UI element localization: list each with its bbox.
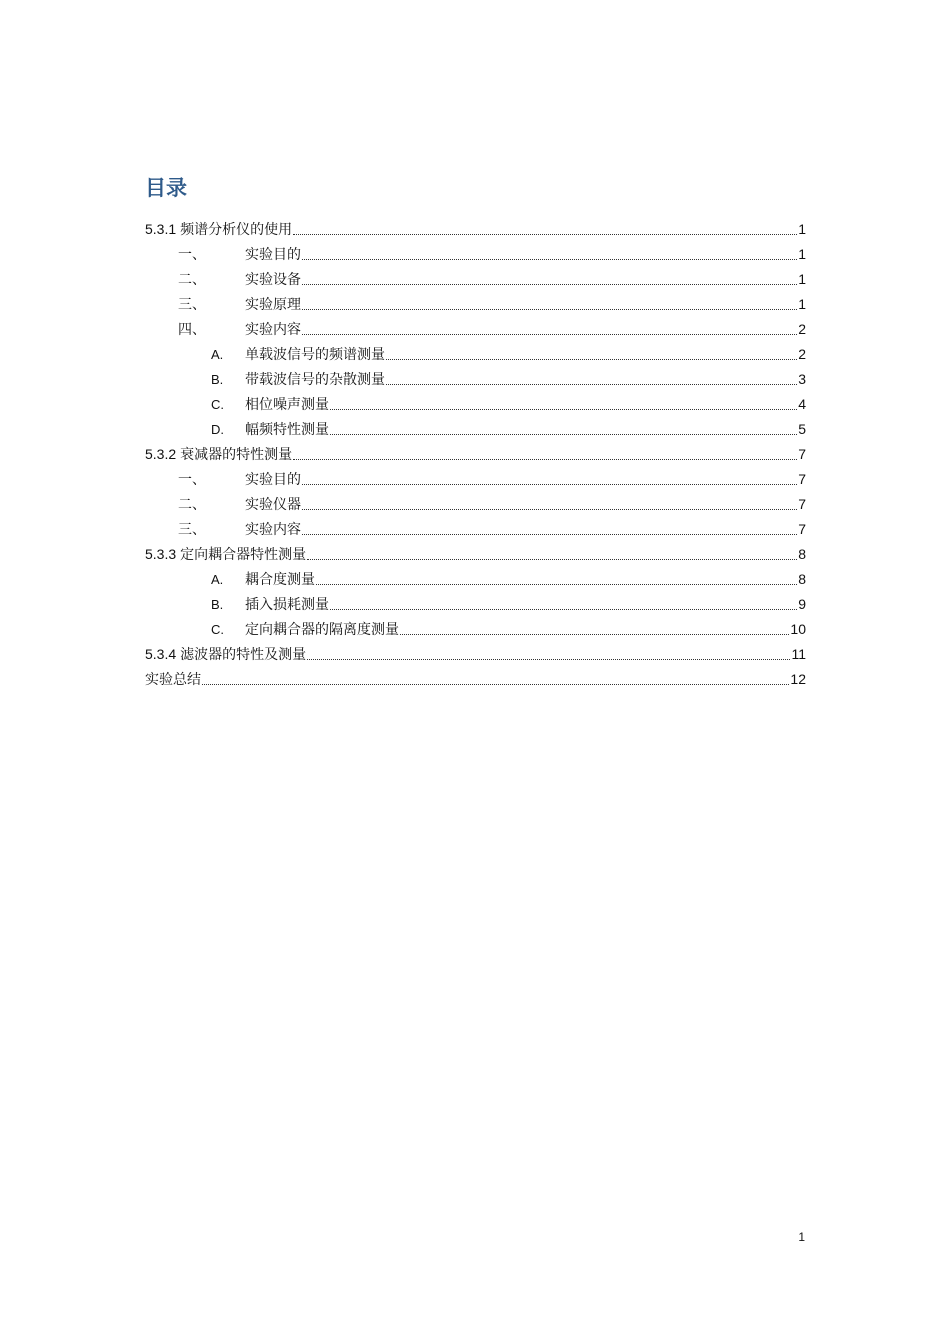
toc-dot-leader [307,659,790,660]
toc-entry[interactable] [145,217,806,242]
toc-dot-leader [400,634,789,635]
page-number: 1 [798,1230,805,1244]
toc-entry-page: 2 [798,321,806,337]
toc-entry-text: 滤波器的特性及测量 [180,647,307,663]
toc-dot-leader [330,409,797,410]
toc-entry-page: 1 [798,246,806,262]
toc-entry-page: 3 [798,371,806,387]
toc-entry-page: 7 [798,446,806,462]
toc-entry-text: 带载波信号的杂散测量 [245,372,385,388]
toc-dot-leader [202,684,789,685]
toc-dot-leader [302,284,797,285]
toc-entry-number: C. [211,622,224,637]
toc-entry-text: 实验目的 [245,472,301,488]
toc-entry[interactable] [145,667,806,692]
toc-entry-page: 7 [798,521,806,537]
toc-entry[interactable] [145,392,806,417]
toc-dot-leader [302,509,797,510]
toc-entry-page: 8 [798,546,806,562]
toc-entry-page: 5 [798,421,806,437]
toc-entry-number: 三、 [178,521,206,537]
toc-entry-number: 5.3.2 [145,446,177,462]
toc-dot-leader [302,309,797,310]
toc-dot-leader [302,334,797,335]
toc-entry-number: 5.3.1 [145,221,177,237]
toc-entry[interactable] [145,417,806,442]
toc-entry-number: C. [211,397,224,412]
toc-entry[interactable] [145,517,806,542]
toc-entry-page: 12 [790,671,806,687]
toc-dot-leader [330,609,797,610]
toc-entry-text: 实验仪器 [245,497,301,513]
toc-entry-text: 定向耦合器的隔离度测量 [245,622,399,638]
toc-entry[interactable] [145,642,806,667]
toc-entry-number: 一、 [178,246,206,262]
toc-entry-page: 4 [798,396,806,412]
toc-entry-page: 7 [798,471,806,487]
toc-dot-leader [302,484,797,485]
toc-entry-number: D. [211,422,224,437]
toc-entry-text: 耦合度测量 [245,572,315,588]
toc-entry-text: 实验内容 [245,522,301,538]
toc-entry[interactable] [145,267,806,292]
toc-entry-number: A. [211,572,224,587]
toc-entry-page: 7 [798,496,806,512]
toc-entry-page: 10 [790,621,806,637]
toc-dot-leader [293,459,797,460]
toc-entry[interactable] [145,442,806,467]
toc-entry-text: 实验总结 [145,672,201,688]
toc-entry-page: 1 [798,271,806,287]
toc-entry-text: 衰减器的特性测量 [180,447,293,463]
toc-dot-leader [316,584,797,585]
toc-entry[interactable] [145,292,806,317]
toc-entry[interactable] [145,542,806,567]
toc-entry-text: 实验内容 [245,322,301,338]
toc-entry-text: 实验原理 [245,297,301,313]
toc-entry[interactable] [145,342,806,367]
toc-entry-number: 四、 [178,321,206,337]
toc-dot-leader [386,384,797,385]
toc-dot-leader [330,434,797,435]
toc-entry-number: 5.3.3 [145,546,177,562]
toc-entry[interactable] [145,617,806,642]
toc-entry[interactable] [145,317,806,342]
toc-entry-page: 11 [791,646,806,662]
toc-entry-page: 8 [798,571,806,587]
toc-entry-number: B. [211,597,224,612]
toc-entry-text: 插入损耗测量 [245,597,329,613]
toc-dot-leader [293,234,797,235]
toc-dot-leader [307,559,797,560]
toc-dot-leader [386,359,797,360]
toc-entry-text: 相位噪声测量 [245,397,329,413]
toc-entry-page: 1 [798,296,806,312]
toc-entry-number: 5.3.4 [145,646,177,662]
toc-entry-text: 幅频特性测量 [245,422,329,438]
toc-entry[interactable] [145,467,806,492]
toc-entry-number: 一、 [178,471,206,487]
toc-entry-page: 1 [798,221,806,237]
toc-entry[interactable] [145,242,806,267]
toc-dot-leader [302,259,797,260]
toc-entry-number: B. [211,372,224,387]
toc-list [145,217,806,692]
toc-entry-number: 三、 [178,296,206,312]
toc-entry-number: 二、 [178,271,206,287]
toc-entry-text: 单载波信号的频谱测量 [245,347,385,363]
toc-entry-number: A. [211,347,224,362]
toc-entry[interactable] [145,492,806,517]
toc-dot-leader [302,534,797,535]
toc-entry[interactable] [145,567,806,592]
toc-entry[interactable] [145,367,806,392]
toc-entry-page: 2 [798,346,806,362]
toc-entry-text: 频谱分析仪的使用 [180,222,293,238]
toc-entry-text: 实验设备 [245,272,301,288]
toc-entry-text: 定向耦合器特性测量 [180,547,307,563]
toc-entry-number: 二、 [178,496,206,512]
toc-entry[interactable] [145,592,806,617]
toc-entry-page: 9 [798,596,806,612]
toc-entry-text: 实验目的 [245,247,301,263]
toc-title: 目录 [145,176,187,200]
